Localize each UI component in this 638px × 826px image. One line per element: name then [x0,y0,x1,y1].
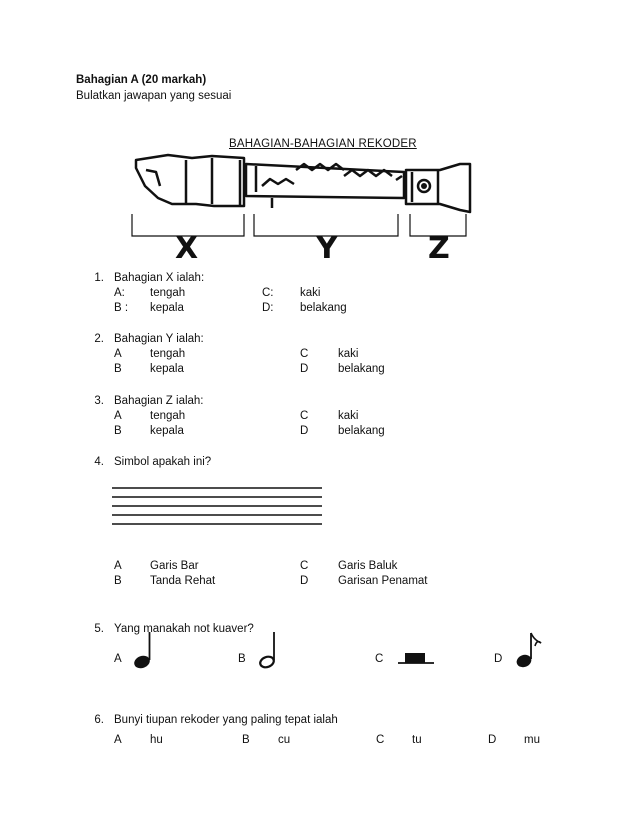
option-text[interactable]: kaki [338,410,359,422]
option-text[interactable]: tu [412,734,422,746]
option-letter[interactable]: D [300,425,309,437]
minim-note-icon[interactable] [256,630,286,670]
option-letter[interactable]: B [242,734,250,746]
question-text: Bahagian X ialah: [114,272,205,284]
option-text[interactable]: kepala [150,425,184,437]
option-letter[interactable]: D [494,653,503,665]
figure-title: BAHAGIAN-BAHAGIAN REKODER [229,138,417,150]
label-z: Z [428,231,450,266]
option-letter[interactable]: B [114,425,122,437]
option-text[interactable]: Garis Bar [150,560,199,572]
option-letter[interactable]: C [376,734,385,746]
label-y: Y [316,231,338,266]
section-title: Bahagian A (20 markah) [76,74,207,86]
option-text[interactable]: hu [150,734,163,746]
option-text[interactable]: mu [524,734,540,746]
option-letter[interactable]: A [114,653,122,665]
quaver-note-icon[interactable] [513,630,543,670]
option-letter[interactable]: A [114,410,122,422]
option-text[interactable]: belakang [338,425,385,437]
question-text: Bahagian Z ialah: [114,395,204,407]
option-text[interactable]: kepala [150,302,184,314]
option-letter[interactable]: A [114,560,122,572]
instruction-text: Bulatkan jawapan yang sesuai [76,90,232,102]
option-text[interactable]: Garisan Penamat [338,575,428,587]
option-text[interactable]: kaki [338,348,359,360]
option-text[interactable]: Tanda Rehat [150,575,216,587]
option-letter[interactable]: A [114,348,122,360]
option-letter[interactable]: C [300,410,309,422]
option-letter[interactable]: C [300,560,309,572]
option-text[interactable]: cu [278,734,291,746]
option-letter[interactable]: C [375,653,384,665]
question-text: Simbol apakah ini? [114,456,212,468]
question-number: 2. [94,333,104,345]
label-x: X [175,231,199,266]
question-number: 4. [94,456,104,468]
option-text[interactable]: tengah [150,410,186,422]
question-number: 5. [94,623,104,635]
option-text[interactable]: kaki [300,287,321,299]
question-text: Yang manakah not kuaver? [114,623,254,635]
question-number: 6. [94,714,104,726]
option-text[interactable]: kepala [150,363,184,375]
option-letter[interactable]: C: [262,287,274,299]
option-letter[interactable]: B [114,575,122,587]
option-text[interactable]: Garis Baluk [338,560,398,572]
option-letter[interactable]: D [488,734,497,746]
option-letter[interactable]: D: [262,302,274,314]
option-letter[interactable]: B [114,363,122,375]
option-text[interactable]: tengah [150,348,186,360]
question-text: Bahagian Y ialah: [114,333,204,345]
option-letter[interactable]: B : [114,302,129,314]
option-text[interactable]: tengah [150,287,186,299]
option-letter[interactable]: D [300,363,309,375]
option-text[interactable]: belakang [300,302,347,314]
option-letter[interactable]: B [238,653,246,665]
option-letter[interactable]: C [300,348,309,360]
question-number: 3. [94,395,104,407]
option-letter[interactable]: D [300,575,309,587]
option-text[interactable]: belakang [338,363,385,375]
question-number: 1. [94,272,104,284]
question-text: Bunyi tiupan rekoder yang paling tepat ialah [114,714,338,726]
half-rest-icon[interactable] [396,650,436,670]
crotchet-note-icon[interactable] [130,630,160,670]
option-letter[interactable]: A [114,734,122,746]
option-letter[interactable]: A: [114,287,125,299]
